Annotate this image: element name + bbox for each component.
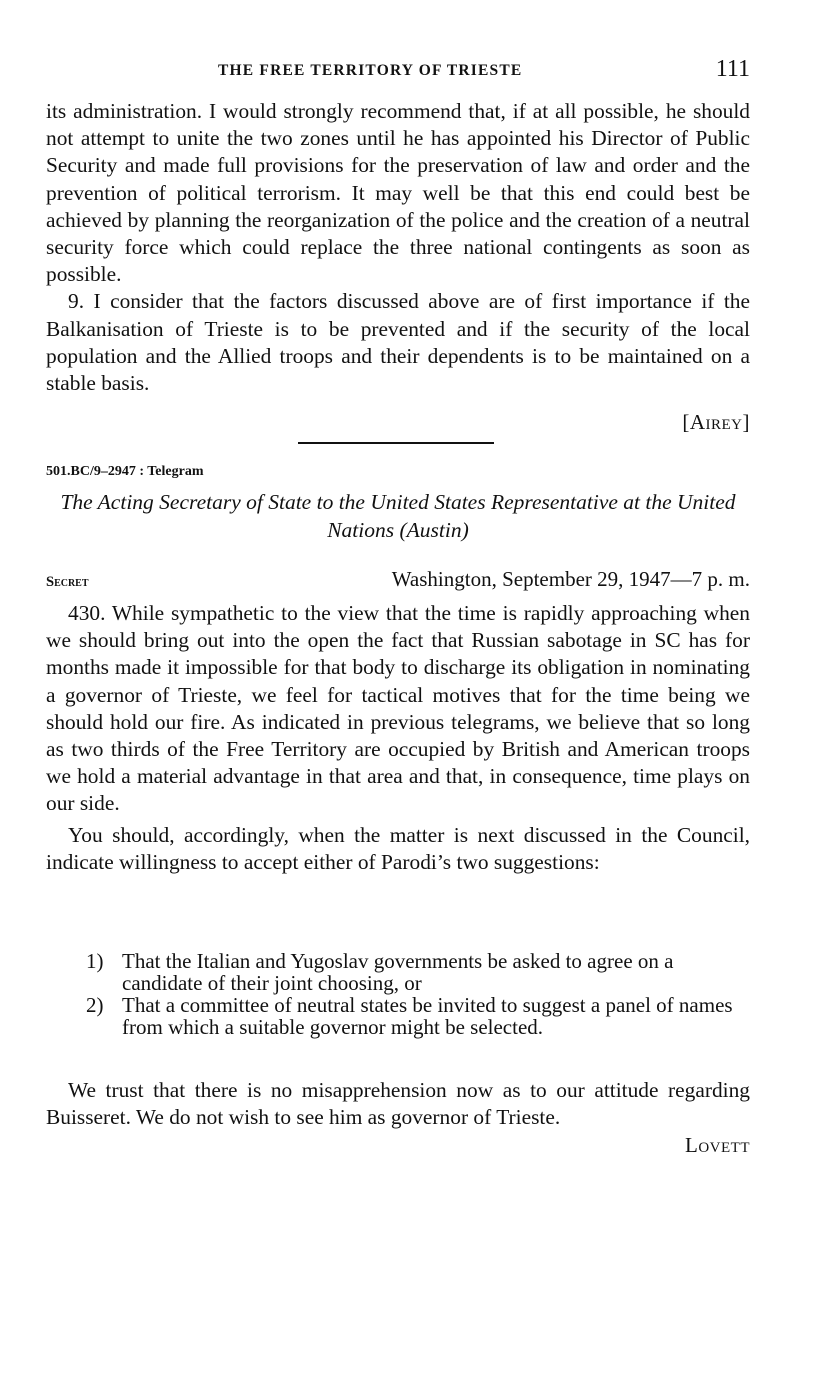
- dateline: Washington, September 29, 1947—7 p. m.: [391, 567, 750, 591]
- signature-airey: [Airey]: [682, 410, 750, 434]
- classification: Secret: [46, 574, 89, 590]
- paragraph-9: 9. I consider that the factors discussed above are of first importance if the Balkanisation of Trieste is to be prevented and if the security of the local population and the Allied troops and their dependents is to be maintained on a stable basis.: [46, 289, 750, 396]
- closing-paragraph-block: [46, 1077, 750, 1131]
- running-head: [46, 58, 750, 84]
- list-item-number: 1): [86, 949, 104, 973]
- list-item: [86, 994, 750, 1038]
- previous-document-text: [46, 98, 750, 397]
- paragraph-accordingly: You should, accordingly, when the matter is next discussed in the Council, indicate willingness to accept either of Parodi’s two suggestions:: [46, 822, 750, 874]
- telegram-body: [46, 600, 750, 876]
- suggestions-list: [86, 950, 750, 1038]
- list-item-text: That a committee of neutral states be invited to suggest a panel of names from which a suitable governor might be selected.: [122, 993, 733, 1039]
- paragraph-closing: We trust that there is no misapprehension now as to our attitude regarding Buisseret. We do not wish to see him as governor of Trieste.: [46, 1078, 750, 1130]
- signature-lovett: Lovett: [685, 1133, 750, 1157]
- running-title: THE FREE TERRITORY OF TRIESTE: [218, 62, 523, 79]
- document-title: The Acting Secretary of State to the United States Representative at the United Nations (Austin): [60, 490, 736, 542]
- paragraph-continued: its administration. I would strongly recommend that, if at all possible, he should not attempt to unite the two zones until he has appointed his Director of Public Security and made full provisions for the preservation of law and order and the prevention of political terrorism. It may well be that this end could best be achieved by planning the reorganization of the police and the creation of a neutral security force which could replace the three national contingents as soon as possible.: [46, 99, 750, 287]
- list-item: [86, 950, 750, 994]
- paragraph-430: 430. While sympathetic to the view that the time is rapidly approaching when we should bring out into the open the fact that Russian sabotage in SC has for months made it impossible for that body to discharge its obligation in nominating a governor of Trieste, we feel for tactical motives that for the time being we should hold our fire. As indicated in previous telegrams, we believe that so long as two thirds of the Free Territory are occupied by British and American troops we hold a material advantage in that area and that, in consequence, time plays on our side.: [46, 601, 750, 816]
- file-reference: 501.BC/9–2947 : Telegram: [46, 464, 204, 479]
- page-number: 111: [715, 56, 750, 82]
- list-item-number: 2): [86, 993, 104, 1017]
- section-divider: [298, 442, 494, 444]
- list-item-text: That the Italian and Yugoslav governments be asked to agree on a candidate of their joint choosing, or: [122, 949, 674, 995]
